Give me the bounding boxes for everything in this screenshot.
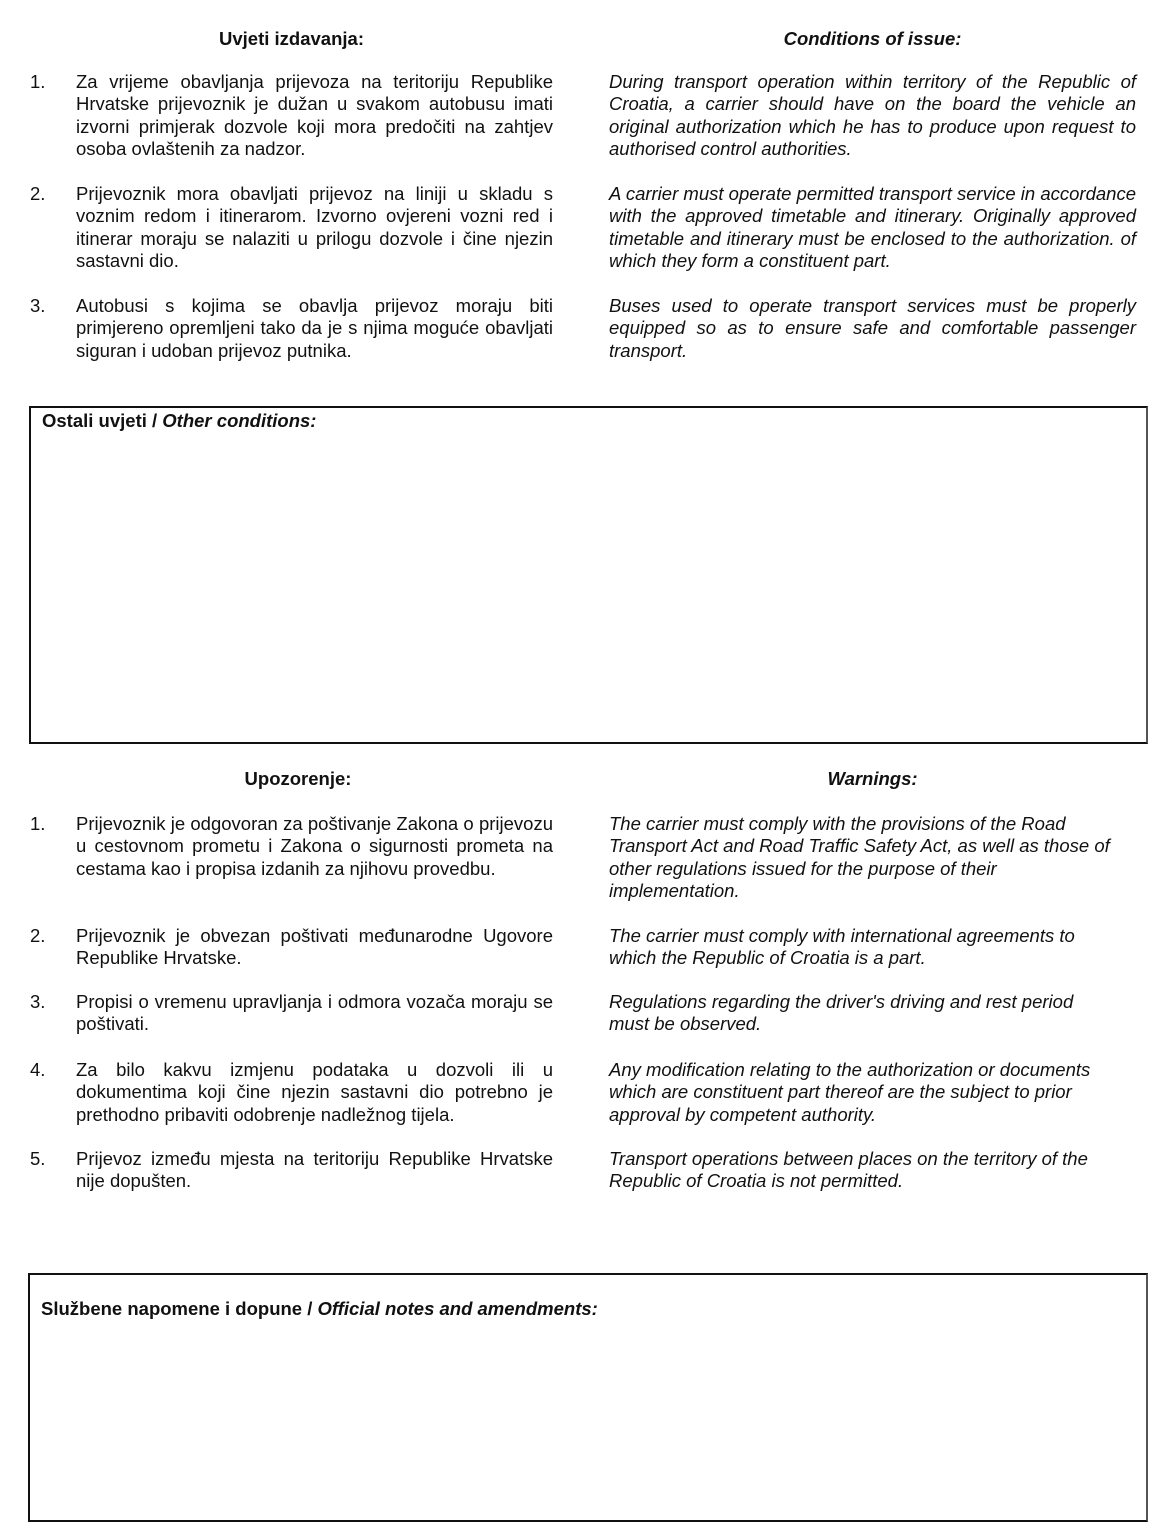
warning-text-hr-4: Za bilo kakvu izmjenu podataka u dozvoli ili u dokumentima koji čine njezin sastavni dio potrebno je prethodno pribaviti odobrenje nadležnog tijela. — [76, 1059, 553, 1125]
warning-text-en-2: The carrier must comply with international agreements to which the Republic of Croatia is a part. — [609, 925, 1075, 969]
item-number: 5. — [30, 1148, 46, 1169]
condition-text-hr-1: Za vrijeme obavljanja prijevoza na teritoriju Republike Hrvatske prijevoznik je dužan u svakom autobusu imati izvorni primjerak dozvole koji mora predočiti na zahtjev osoba ovlaštenih za nadzor. — [76, 71, 553, 160]
condition-text-en-2: A carrier must operate permitted transport service in accordance with the approved timetable and itinerary. Originally approved timetable and itinerary must be enclosed to the authorization. of which they form a constituent part. — [609, 183, 1136, 272]
official-notes-box[interactable] — [28, 1273, 1148, 1522]
condition-text-en-3: Buses used to operate transport services must be properly equipped so as to ensure safe and comfortable passenger transport. — [609, 295, 1136, 361]
item-number: 3. — [30, 991, 46, 1012]
warning-text-hr-1: Prijevoznik je odgovoran za poštivanje Zakona o prijevozu u cestovnom prometu i Zakona o sigurnosti prometa na cestama kao i propisa izdanih za njihovu provedbu. — [76, 813, 553, 879]
warnings-heading-en: Warnings: — [827, 768, 918, 789]
other-conditions-box[interactable] — [29, 406, 1148, 744]
warning-text-en-3: Regulations regarding the driver's driving and rest period must be observed. — [609, 991, 1074, 1035]
conditions-heading-en: Conditions of issue: — [783, 28, 962, 49]
warning-text-en-4: Any modification relating to the authorization or documents which are constituent part thereof are the subject to prior approval by competent authority. — [609, 1059, 1091, 1125]
other-conditions-label — [42, 410, 316, 432]
warning-text-hr-3: Propisi o vremenu upravljanja i odmora vozača moraju se poštivati. — [76, 991, 553, 1035]
other-conditions-label-hr: Ostali uvjeti / — [42, 410, 163, 431]
condition-text-hr-3: Autobusi s kojima se obavlja prijevoz moraju biti primjereno opremljeni tako da je s njima moguće obavljati siguran i udoban prijevoz putnika. — [76, 295, 553, 361]
official-notes-label-en: Official notes and amendments: — [317, 1298, 598, 1319]
warning-text-hr-5: Prijevoz između mjesta na teritoriju Republike Hrvatske nije dopušten. — [76, 1148, 553, 1192]
item-number: 4. — [30, 1059, 46, 1080]
item-number: 2. — [30, 925, 46, 946]
warnings-heading-hr: Upozorenje: — [244, 768, 352, 789]
conditions-heading-hr: Uvjeti izdavanja: — [219, 28, 364, 49]
warning-text-hr-2: Prijevoznik je obvezan poštivati međunarodne Ugovore Republike Hrvatske. — [76, 925, 553, 969]
warning-text-en-1: The carrier must comply with the provisions of the Road Transport Act and Road Traffic Safety Act, as well as those of other regulations issued for the purpose of their implementation. — [609, 813, 1110, 902]
item-number: 2. — [30, 183, 46, 204]
official-notes-label-hr: Službene napomene i dopune / — [41, 1298, 318, 1319]
warning-text-en-5: Transport operations between places on the territory of the Republic of Croatia is not permitted. — [609, 1148, 1088, 1192]
condition-text-hr-2: Prijevoznik mora obavljati prijevoz na liniji u skladu s voznim redom i itinerarom. Izvorno ovjereni vozni red i itinerar moraju se nalaziti u prilogu dozvole i čine njezin sastavni dio. — [76, 183, 553, 272]
item-number: 1. — [30, 71, 46, 92]
item-number: 3. — [30, 295, 46, 316]
other-conditions-label-en: Other conditions: — [162, 410, 317, 431]
item-number: 1. — [30, 813, 46, 834]
official-notes-label — [41, 1298, 598, 1320]
condition-text-en-1: During transport operation within territory of the Republic of Croatia, a carrier should have on the board the vehicle an original authorization which he has to produce upon request to authorised control authorities. — [609, 71, 1136, 160]
